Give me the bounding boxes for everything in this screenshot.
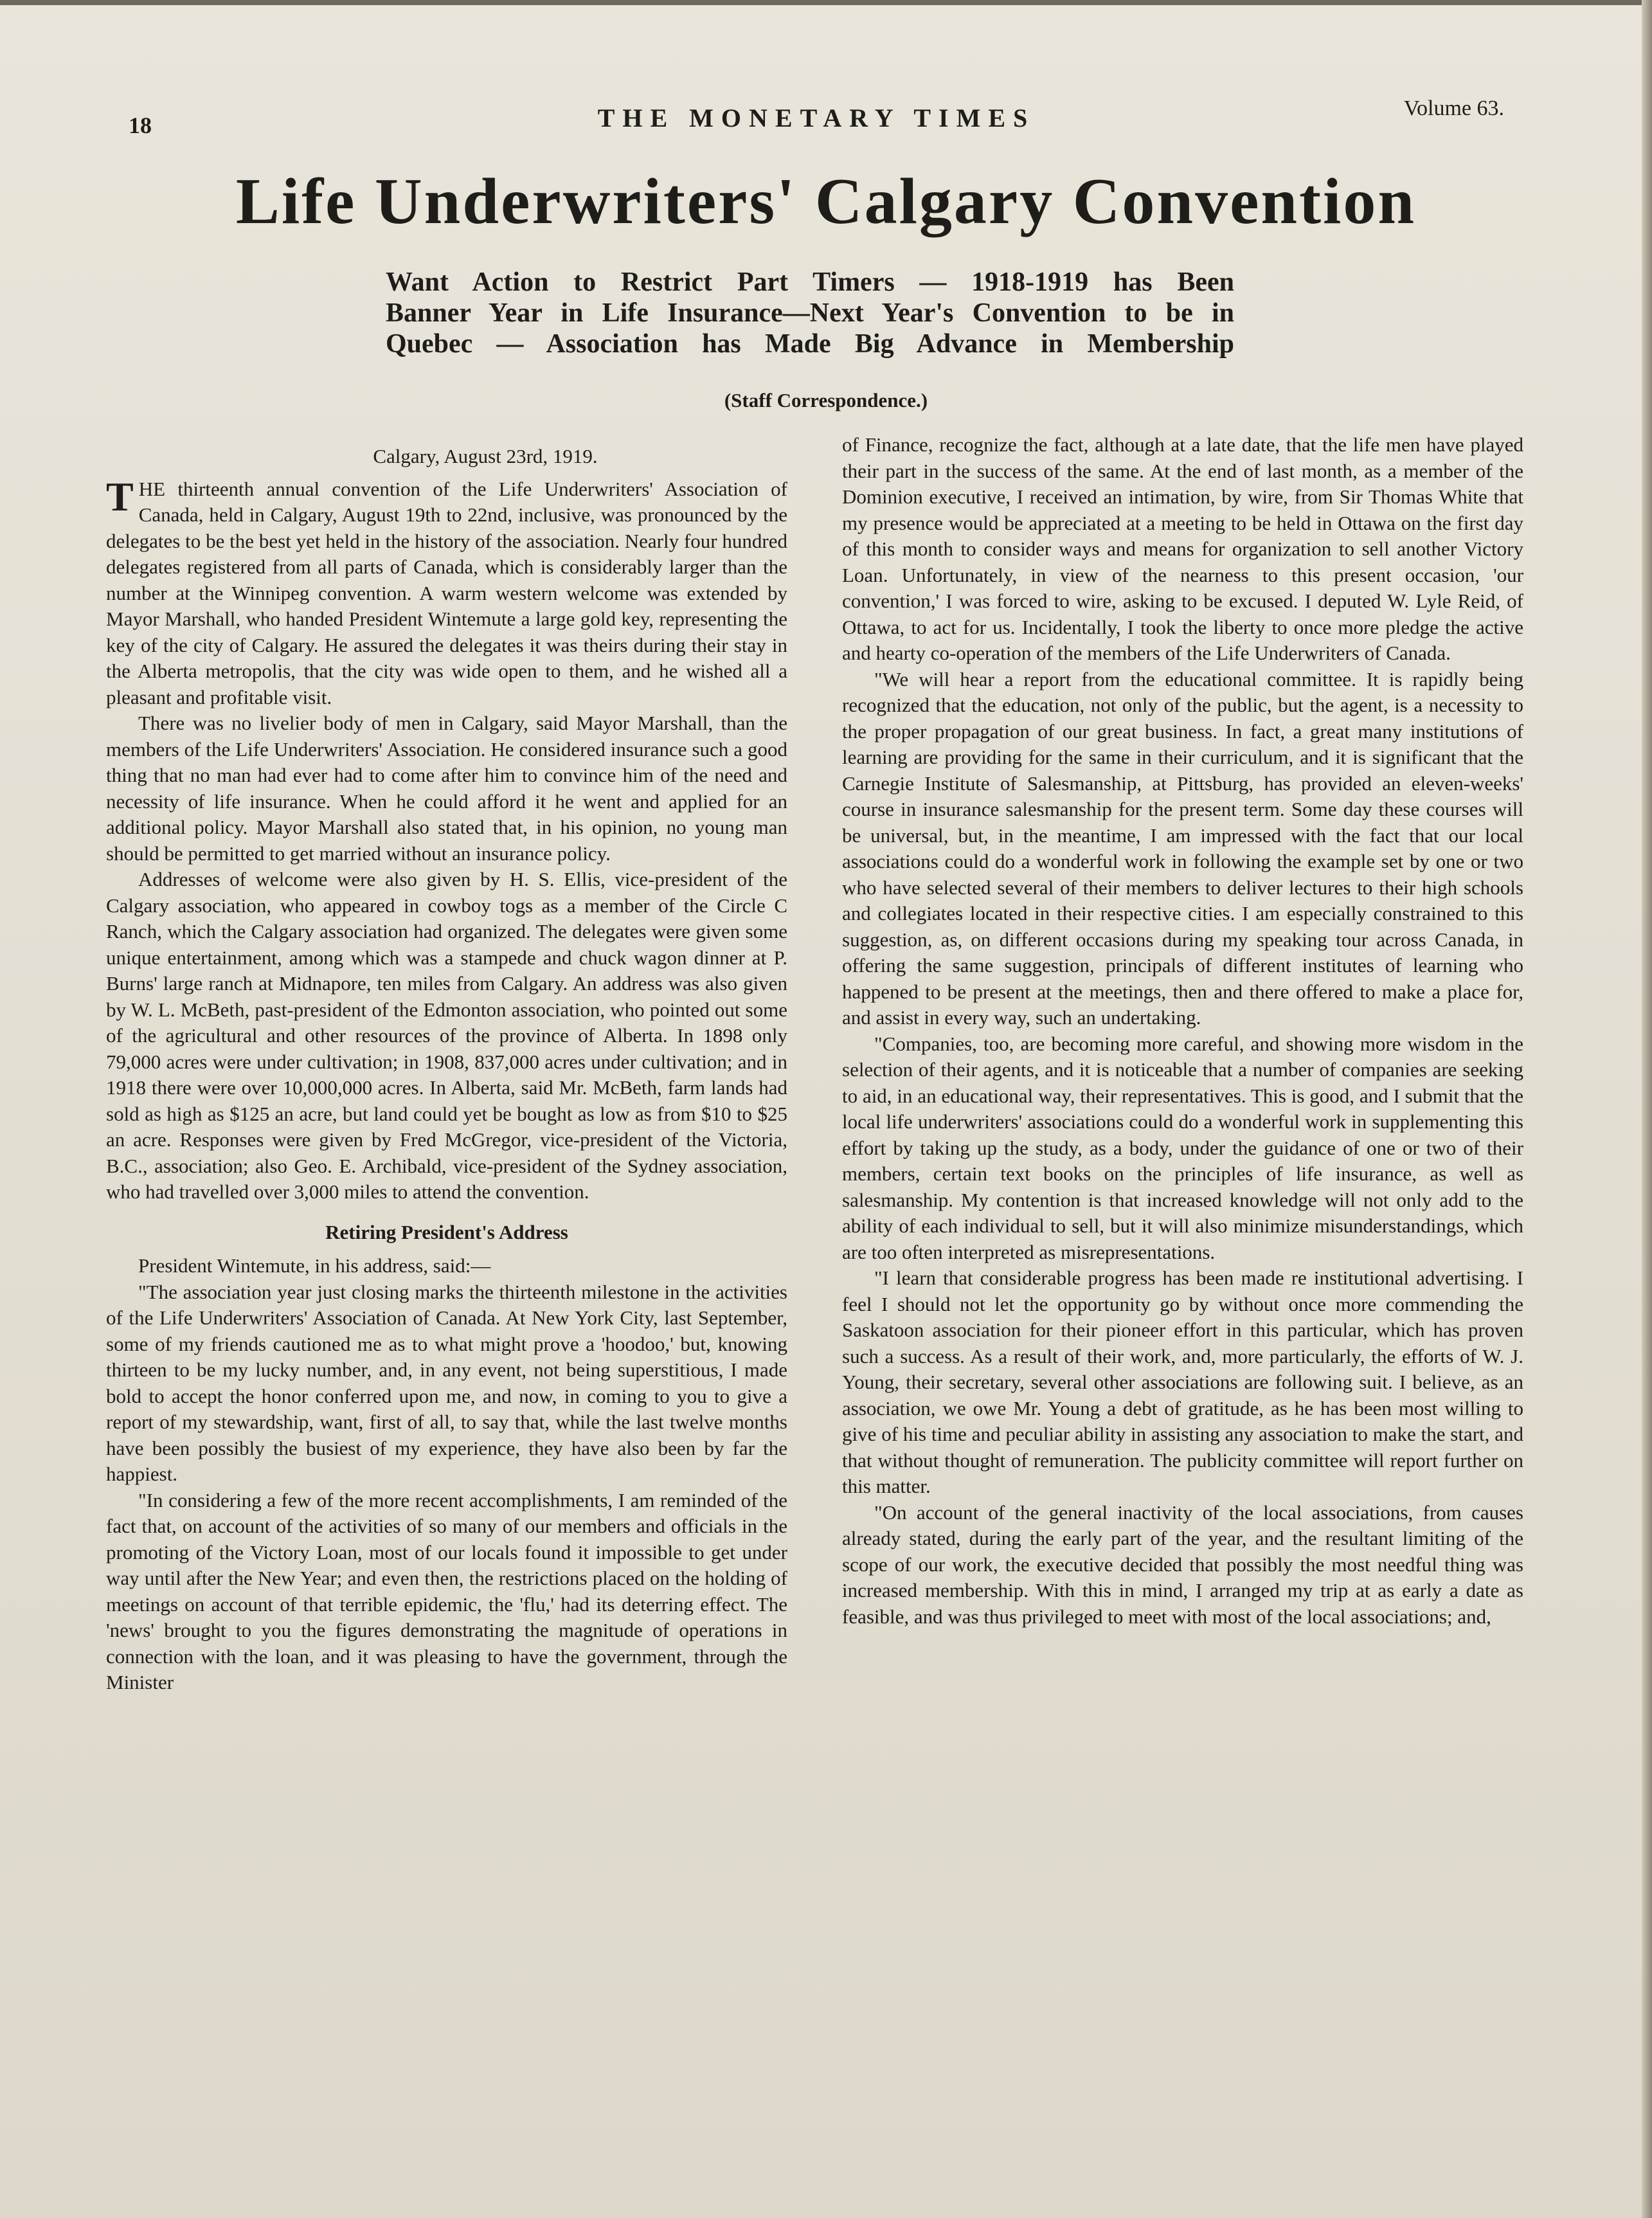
article-title: Life Underwriters' Calgary Convention (235, 165, 1417, 238)
paragraph: President Wintemute, in his address, said:— (138, 1254, 491, 1277)
left-column (106, 444, 787, 1696)
page-number: 18 (129, 113, 152, 138)
running-head (129, 96, 1504, 138)
volume-label: Volume 63. (1403, 96, 1504, 120)
paragraph: "On account of the general inactivity of the local associations, from causes already stated, during the early part of the year, and the resultant limiting of the scope of our work, the executive decided that possibly the most needful thing was increased membership. With this in mind, I arranged my trip at as early a date as feasible, and was thus privileged to meet with most of the local associations; and, (842, 1501, 1523, 1628)
subheading-line: Quebec — Association has Made Big Advance in Membership (386, 329, 1234, 359)
paragraph: Addresses of welcome were also given by H. S. Ellis, vice-president of the Calgary association, who appeared in cowboy togs as a member of the Circle C Ranch, which the Calgary association had organized. The delegates were given some unique entertainment, among which was a stampede and chuck wagon dinner at P. Burns' large ranch at Midnapore, ten miles from Calgary. An address was also given by W. L. McBeth, past-president of the Edmonton association, who pointed out some of the agricultural and other resources of the province of Alberta. In 1898 only 79,000 acres were under cultivation; in 1908, 837,000 acres under cultivation; and in 1918 there were over 10,000,000 acres. In Alberta, said Mr. McBeth, farm lands had sold as high as $125 an acre, but land could yet be bought as low as from $10 to $25 an acre. Responses were given by Fred McGregor, vice-president of the Victoria, B.C., association; also Geo. E. Archibald, vice-president of the Sydney association, who had travelled over 3,000 miles to attend the convention. (106, 868, 787, 1203)
journal-title: THE MONETARY TIMES (597, 104, 1036, 132)
dateline: Calgary, August 23rd, 1919. (373, 445, 598, 467)
paragraph (106, 473, 787, 711)
right-column (842, 432, 1523, 1630)
section-heading: Retiring President's Address (325, 1220, 568, 1243)
drop-cap: T (106, 473, 134, 519)
subheading-line: Want Action to Restrict Part Timers — 1918-1919 has Been (386, 267, 1234, 297)
subheading-line: Banner Year in Life Insurance—Next Year's Convention to be in (386, 298, 1234, 328)
paragraph-text: HE thirteenth annual convention of the Life Underwriters' Association of Canada, held in Calgary, August 19th to 22nd, inclusive, was pronounced by the delegates to be the best yet held in the history of the association. Nearly four hundred delegates registered from all parts of Canada, which is considerably larger than the number at the Winnipeg convention. A warm western welcome was extended by Mayor Marshall, who handed President Wintemute a large gold key, representing the key of the city of Calgary. He assured the delegates it was theirs during their stay in the Alberta metropolis, that the city was wide open to them, and he wished all a pleasant and profitable visit. (106, 477, 787, 708)
page-edge-shadow (1642, 0, 1652, 2218)
paragraph: "I learn that considerable progress has been made re institutional advertising. I feel I should not let the opportunity go by without once more commending the Saskatoon association for their pioneer effort in this particular, which has proven such a success. As a result of their work, and, more particularly, the efforts of W. J. Young, their secretary, several other associations are following suit. I believe, as an association, we owe Mr. Young a debt of gratitude, as he has been most willing to give of his time and peculiar ability in assisting any association to make the start, and that without thought of remuneration. The publicity committee will report further on this matter. (842, 1267, 1523, 1497)
paragraph: "The association year just closing marks the thirteenth milestone in the activities of the Life Underwriters' Association of Canada. At New York City, last September, some of my friends cautioned me as to what might prove a 'hoodoo,' but, knowing thirteen to be my lucky number, and, in any event, not being superstitious, I made bold to accept the honor conferred upon me, and now, in coming to you to give a report of my stewardship, want, first of all, to say that, while the last twelve months have been possibly the busiest of my experience, they have also been by far the happiest. (106, 1280, 787, 1485)
paragraph: of Finance, recognize the fact, although at a late date, that the life men have played their part in the success of the same. At the end of last month, as a member of the Dominion executive, I received an intimation, by wire, from Sir Thomas White that my presence would be appreciated at a meeting to be held in Ottawa on the first day of this month to consider ways and means for organization to sell another Victory Loan. Unfortunately, in view of the nearness to this present occasion, 'our convention,' I was forced to wire, asking to be excused. I deputed W. Lyle Reid, of Ottawa, to act for us. Incidentally, I took the liberty to once more pledge the active and hearty co-operation of the members of the Life Underwriters of Canada. (842, 433, 1523, 664)
paragraph: "In considering a few of the more recent accomplishments, I am reminded of the fact that, on account of the activities of so many of our members and officials in the promoting of the Victory Loan, most of our locals found it impossible to get under way until after the New Year; and even then, the restrictions placed on the holding of meetings on account of that terrible epidemic, the 'flu,' had its deterring effect. The 'news' brought to you the figures demonstrating the magnitude of operations in connection with the loan, and it was pleasing to have the government, through the Minister (106, 1488, 787, 1693)
byline: (Staff Correspondence.) (724, 389, 928, 411)
top-border (0, 0, 1652, 5)
paragraph: There was no livelier body of men in Calgary, said Mayor Marshall, than the members of the Life Underwriters' Association. He considered insurance such a good thing that no man had ever had to come after him to convince him of the need and necessity of life insurance. When he could afford it he went and applied for an additional policy. Mayor Marshall also stated that, in his opinion, no young man should be permitted to get married without an insurance policy. (106, 712, 787, 865)
article-subheadings (386, 267, 1234, 359)
paragraph: "We will hear a report from the educational committee. It is rapidly being recognized that the education, not only of the public, but the agent, is a necessity to the proper propagation of our great business. In fact, a great many institutions of learning are providing for the same in their curriculum, and it is significant that the Carnegie Institute of Salesmanship, at Pittsburg, has provided an eleven-weeks' course in insurance salesmanship for the present term. Some day these courses will be universal, but, in the meantime, I am impressed with the fact that our local associations could do a wonderful work in following the example set by one or two who have selected several of their members to deliver lectures to their high schools and collegiates located in their respective cities. I am especially constrained to this suggestion, as, on different occasions during my speaking tour across Canada, in offering the same suggestion, principals of different institutes of learning who happened to be present at the meetings, then and there offered to make a place for, and assist in every way, such an undertaking. (842, 667, 1523, 1029)
paragraph: "Companies, too, are becoming more careful, and showing more wisdom in the selection of their agents, and it is noticeable that a number of companies are seeking to aid, in an educational way, their representatives. This is good, and I submit that the local life underwriters' associations could do a wonderful work in supplementing this effort by taking up the study, as a body, under the guidance of one or two of their members, certain text books on the principles of life insurance, as well as salesmanship. My contention is that increased knowledge will not only add to the ability of each individual to sell, but it will also minimize misunderstandings, which are too often interpreted as misrepresentations. (842, 1032, 1523, 1263)
